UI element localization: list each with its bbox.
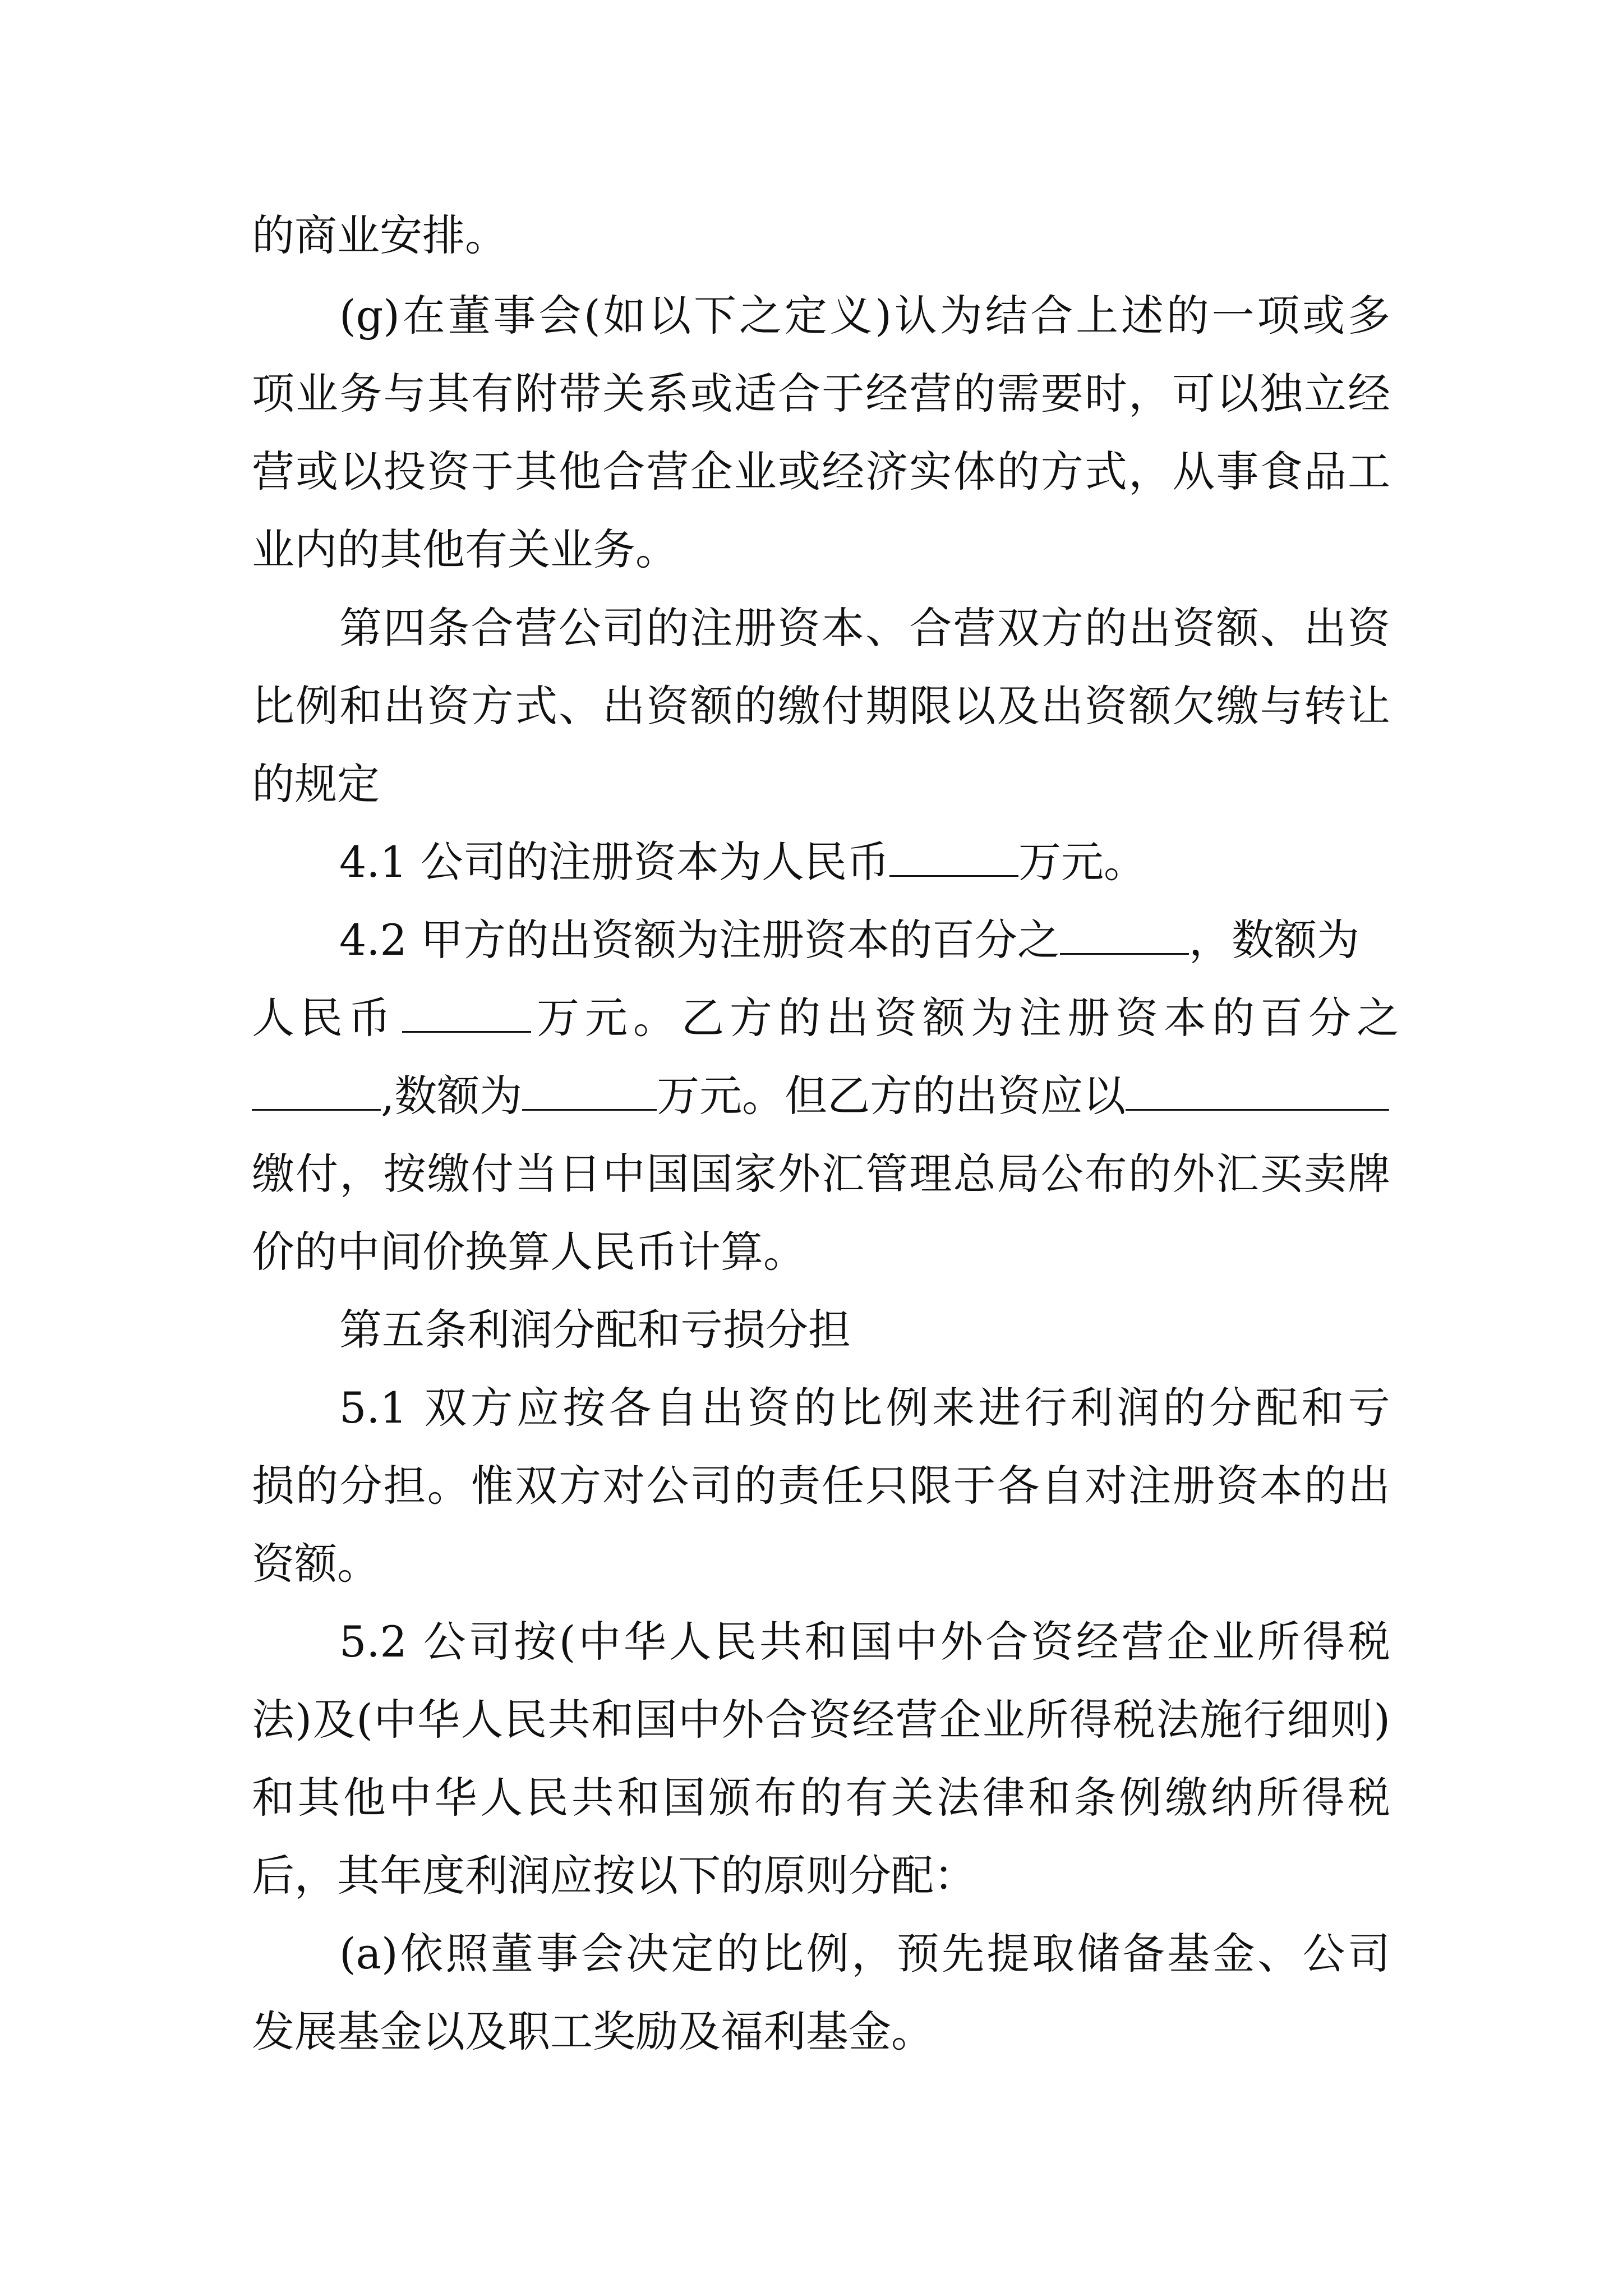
fill-in-blank [252, 1073, 381, 1111]
article-heading-line: 第四条合营公司的注册资本、合营双方的出资额、出资 [339, 603, 1390, 653]
clause-5-2-line: 和其他中华人民共和国颁布的有关法律和条例缴纳所得税 [252, 1773, 1390, 1823]
clause-5-2-line: 法)及(中华人民共和国中外合资经营企业所得税法施行细则) [252, 1695, 1390, 1745]
fill-in-blank [522, 1073, 657, 1111]
fill-in-blank [1126, 1073, 1389, 1111]
paragraph-line: 营或以投资于其他合营企业或经济实体的方式，从事食品工 [252, 447, 1390, 496]
article-heading-line: 第五条利润分配和亏损分担 [339, 1305, 851, 1355]
clause-5-1-line: 5.1 双方应按各自出资的比例来进行利润的分配和亏 [339, 1383, 1390, 1433]
paragraph-line: 缴付，按缴付当日中国国家外汇管理总局公布的外汇买卖牌 [252, 1149, 1390, 1199]
paragraph-line: 业内的其他有关业务。 [252, 524, 678, 574]
clause-5-2-line: 后，其年度利润应按以下的原则分配： [252, 1851, 976, 1901]
clause-5-1-line: 损的分担。惟双方对公司的责任只限于各自对注册资本的出 [252, 1461, 1390, 1511]
paragraph-line: (g)在董事会(如以下之定义)认为结合上述的一项或多 [339, 291, 1390, 341]
clause-text: 万元。乙方的出资额为注册资本的百分之 [537, 993, 1405, 1043]
sub-clause-a-line: 发展基金以及职工奖励及福利基金。 [252, 2007, 934, 2056]
clause-5-2-line: 5.2 公司按(中华人民共和国中外合资经营企业所得税 [339, 1617, 1390, 1667]
clause-text: ，数额为 [1189, 915, 1360, 965]
sub-clause-a-line: (a)依照董事会决定的比例，预先提取储备基金、公司 [339, 1929, 1390, 1978]
fill-in-blank [1060, 917, 1189, 955]
article-heading-line: 的规定 [252, 759, 380, 809]
clause-4-2-line [339, 913, 1390, 967]
paragraph-line: 的商业安排。 [252, 210, 508, 260]
clause-text: 4.2 甲方的出资额为注册资本的百分之 [339, 915, 1061, 965]
fill-in-blank [402, 995, 531, 1033]
clause-text: ,数额为 [381, 1071, 523, 1121]
clause-5-1-line: 资额。 [252, 1539, 380, 1589]
clause-text: 万元。但乙方的出资应以 [657, 1071, 1126, 1121]
paragraph-line: 价的中间价换算人民币计算。 [252, 1227, 806, 1277]
paragraph-line: 项业务与其有附带关系或适合于经营的需要时，可以独立经 [252, 369, 1390, 418]
clause-text: 4.1 公司的注册资本为人民币 [339, 837, 890, 887]
clause-4-1-line [339, 835, 1390, 889]
clause-4-2-line [252, 991, 1405, 1045]
clause-text: 万元。 [1018, 837, 1147, 887]
article-heading-line: 比例和出资方式、出资额的缴付期限以及出资额欠缴与转让 [252, 681, 1390, 731]
fill-in-blank [889, 839, 1018, 877]
clause-4-2-line [252, 1069, 1390, 1123]
clause-text: 人民币 [252, 993, 396, 1043]
